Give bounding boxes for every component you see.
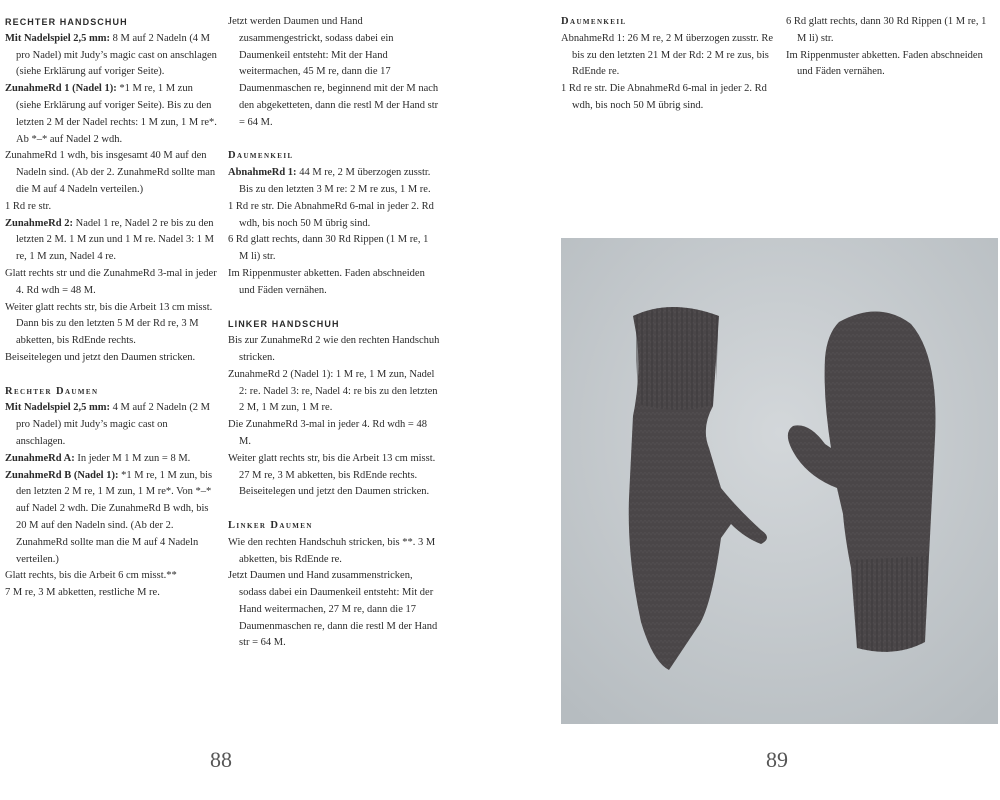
instruction-paragraph: ZunahmeRd 1 (Nadel 1): *1 M re, 1 M zun (siehe Erklärung auf voriger Seite). Bis zu den letzten 2 M der Nadel rechts: 1 M zun, 1 M re*. Ab *–* auf Nadel 2 wdh. [5, 83, 217, 145]
instruction-paragraph: 1 Rd re str. Die AbnahmeRd 6-mal in jeder 2. Rd wdh, bis noch 50 M übrig sind. [228, 200, 434, 229]
instruction-paragraph: Mit Nadelspiel 2,5 mm: 4 M auf 2 Nadeln (2 M pro Nadel) mit Judy’s magic cast on anschlagen. [5, 402, 211, 447]
instruction-paragraph: ZunahmeRd 2 (Nadel 1): 1 M re, 1 M zun, Nadel 2: re. Nadel 3: re, Nadel 4: re bis zu den letzten 2 M, 1 M zun, 1 M re. [228, 368, 438, 414]
section-heading: Daumenkeil [228, 150, 294, 162]
instruction-label: ZunahmeRd 2: [5, 217, 73, 229]
instruction-label: Mit Nadelspiel 2,5 mm: [5, 32, 110, 44]
instruction-paragraph: Im Rippenmuster abketten. Faden abschneiden und Fäden vernähen. [786, 49, 983, 78]
instruction-paragraph: 1 Rd re str. [5, 200, 52, 212]
spacer [228, 501, 440, 518]
section-heading: RECHTER HANDSCHUH [5, 17, 128, 27]
spacer [228, 132, 440, 149]
instruction-paragraph: Beiseitelegen und jetzt den Daumen stricken. [5, 351, 196, 363]
instruction-paragraph: Jetzt werden Daumen und Hand zusammengestrickt, sodass dabei ein Daumenkeil entsteht: Mit der Hand weitermachen, 45 M re, dann die 17 Daumenmaschen re, beginnend mit der M nach den abgeketteten, dann die restl M der Hand str = 64 M. [228, 16, 439, 128]
instruction-paragraph: Wie den rechten Handschuh stricken, bis **. 3 M abketten, bis RdEnde re. [228, 536, 436, 565]
instruction-paragraph: AbnahmeRd 1: 44 M re, 2 M überzogen zusstr. Bis zu den letzten 3 M re: 2 M re zus, 1 M re. [228, 167, 431, 195]
section-heading: Rechter Daumen [5, 385, 99, 397]
instruction-label: Mit Nadelspiel 2,5 mm: [5, 402, 110, 414]
instruction-paragraph: 6 Rd glatt rechts, dann 30 Rd Rippen (1 M re, 1 M li) str. [786, 16, 987, 44]
spacer [228, 300, 440, 317]
instruction-paragraph: Im Rippenmuster abketten. Faden abschneiden und Fäden vernähen. [228, 267, 425, 296]
instruction-paragraph: Glatt rechts str und die ZunahmeRd 3-mal in jeder 4. Rd wdh = 48 M. [5, 267, 217, 296]
instruction-paragraph: ZunahmeRd 1 wdh, bis insgesamt 40 M auf den Nadeln sind. (Ab der 2. ZunahmeRd sollte man die M auf 4 Nadeln verteilen.) [5, 150, 216, 195]
page-number-right: 89 [766, 747, 788, 772]
instruction-label: ZunahmeRd B (Nadel 1): [5, 469, 119, 481]
instruction-paragraph: Mit Nadelspiel 2,5 mm: 8 M auf 2 Nadeln (4 M pro Nadel) mit Judy’s magic cast on anschlagen (siehe Erklärung auf voriger Seite). [5, 32, 217, 78]
instruction-label: ZunahmeRd A: [5, 452, 75, 464]
section-heading: Daumenkeil [561, 16, 627, 27]
instruction-paragraph: 7 M re, 3 M abketten, restliche M re. [5, 587, 160, 599]
instruction-paragraph: Die ZunahmeRd 3-mal in jeder 4. Rd wdh = 48 M. [228, 419, 427, 447]
mittens-photo [561, 238, 998, 724]
instruction-paragraph: Weiter glatt rechts str, bis die Arbeit 13 cm misst. 27 M re, 3 M abketten, bis RdEnde rechts. Beiseitelegen und jetzt den Daumen stricken. [228, 452, 436, 498]
right-column-1 [561, 14, 773, 115]
instruction-label: AbnahmeRd 1: [228, 167, 297, 179]
instruction-paragraph: 6 Rd glatt rechts, dann 30 Rd Rippen (1 M re, 1 M li) str. [228, 234, 429, 263]
instruction-paragraph: ZunahmeRd 2: Nadel 1 re, Nadel 2 re bis zu den letzten 2 M. 1 M zun und 1 M re. Nadel 3: 1 M re, 1 M zun, Nadel 4 re. [5, 217, 215, 263]
instruction-paragraph: 1 Rd re str. Die AbnahmeRd 6-mal in jeder 2. Rd wdh, bis noch 50 M übrig sind. [561, 83, 767, 111]
instruction-paragraph: Jetzt Daumen und Hand zusammenstricken, sodass dabei ein Daumenkeil entsteht: Mit der Hand weitermachen, 27 M re, dann die 17 Daumenmaschen re, dann die restl M der Hand str = 64 M. [228, 570, 438, 649]
right-column-2 [786, 14, 996, 81]
section-heading: Linker Daumen [228, 519, 313, 531]
left-column-1 [5, 14, 217, 602]
instruction-paragraph: ZunahmeRd A: In jeder M 1 M zun = 8 M. [5, 452, 191, 464]
instruction-label: ZunahmeRd 1 (Nadel 1): [5, 83, 117, 95]
instruction-paragraph: AbnahmeRd 1: 26 M re, 2 M überzogen zusstr. Re bis zu den letzten 21 M der Rd: 2 M re zus, bis RdEnde re. [561, 32, 774, 78]
instruction-paragraph: Glatt rechts, bis die Arbeit 6 cm misst.** [5, 570, 177, 582]
left-column-2 [228, 14, 440, 652]
instruction-paragraph: Bis zur ZunahmeRd 2 wie den rechten Handschuh stricken. [228, 335, 440, 363]
instruction-paragraph: Weiter glatt rechts str, bis die Arbeit 13 cm misst. Dann bis zu den letzten 5 M der Rd re, 3 M abketten, bis RdEnde rechts. [5, 301, 213, 347]
section-heading: LINKER HANDSCHUH [228, 319, 340, 330]
spacer [5, 367, 217, 384]
page-number-left: 88 [210, 747, 232, 772]
instruction-paragraph: ZunahmeRd B (Nadel 1): *1 M re, 1 M zun, bis den letzten 2 M re, 1 M zun, 1 M re*. Von *–* auf Nadel 2 wdh. Die ZunahmeRd B wdh, bis 20 M auf den Nadeln sind. (Ab der 2. ZunahmeRd sollte man die M auf 4 Nadeln verteilen.) [5, 469, 213, 565]
